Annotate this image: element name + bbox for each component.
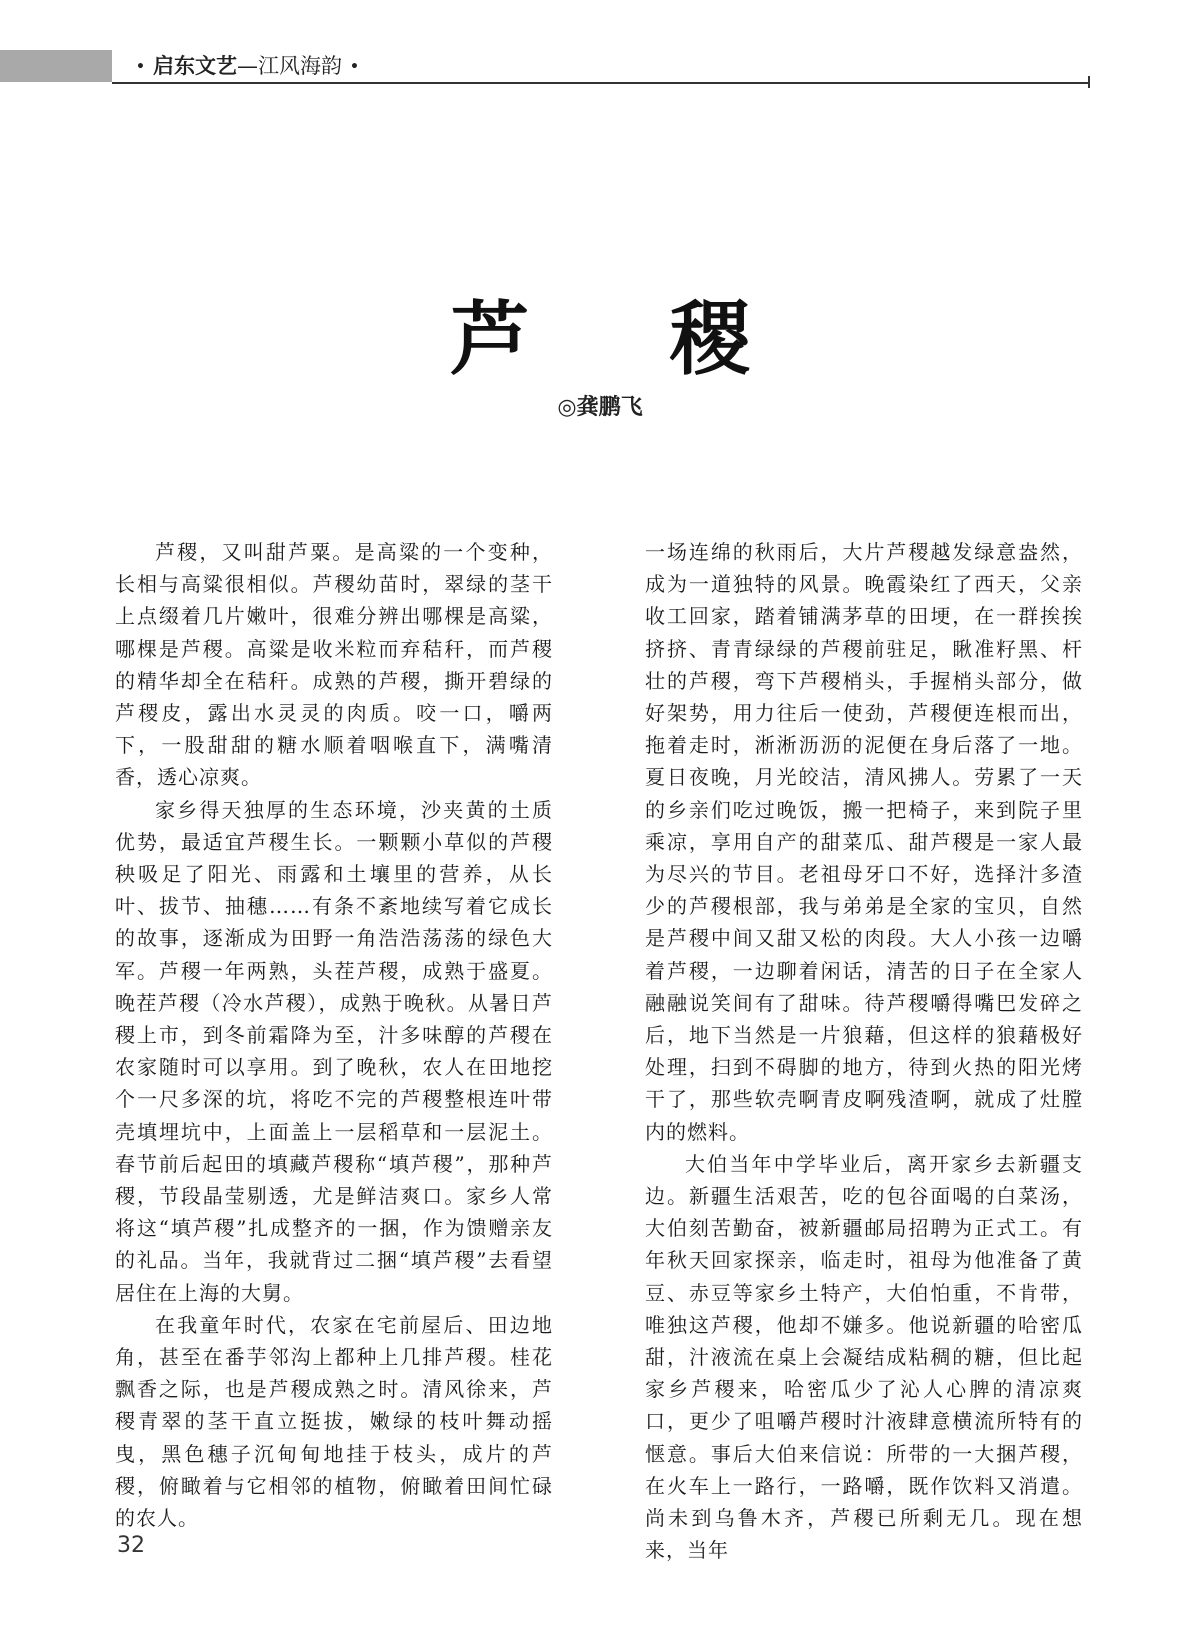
header-rule xyxy=(112,82,1090,84)
article-author: ◎龚鹏飞 xyxy=(557,395,643,420)
right-column xyxy=(645,536,1083,1567)
header-gray-bar xyxy=(0,50,112,82)
paragraph: 大伯当年中学毕业后，离开家乡去新疆支边。新疆生活艰苦，吃的包谷面喝的白菜汤，大伯刻苦勤奋，被新疆邮局招聘为正式工。有年秋天回家探亲，临走时，祖母为他准备了黄豆、赤豆等家乡土特产，大伯怕重，不肯带，唯独这芦稷，他却不嫌多。他说新疆的哈密瓜甜，汁液流在桌上会凝结成粘稠的糖，但比起家乡芦稷来，哈密瓜少了沁人心脾的清凉爽口，更少了咀嚼芦稷时汁液肆意横流所特有的惬意。事后大伯来信说：所带的一大捆芦稷，在火车上一路行，一路嚼，既作饮料又消遣。尚未到乌鲁木齐，芦稷已所剩无几。现在想来，当年 xyxy=(645,1151,1083,1563)
left-column xyxy=(115,536,553,1534)
page-number: 32 xyxy=(117,1533,145,1558)
header-bullet-right: • xyxy=(349,59,359,75)
paragraph: 芦稷，又叫甜芦粟。是高粱的一个变种，长相与高粱很相似。芦稷幼苗时，翠绿的茎干上点缀着几片嫩叶，很难分辨出哪棵是高粱，哪棵是芦稷。高粱是收米粒而弃秸秆，而芦稷的精华却全在秸秆。成熟的芦稷，撕开碧绿的芦稷皮，露出水灵灵的肉质。咬一口，嚼两下，一股甜甜的糖水顺着咽喉直下，满嘴清香，透心凉爽。 xyxy=(115,540,553,790)
article-title: 芦稷 xyxy=(450,293,890,386)
header-section-a: 启东文艺 xyxy=(152,54,237,78)
header-bullet-left: • xyxy=(136,59,145,75)
paragraph-continued: 一场连绵的秋雨后，大片芦稷越发绿意盎然，成为一道独特的风景。晚霞染红了西天，父亲收工回家，踏着铺满茅草的田埂，在一群挨挨挤挤、青青绿绿的芦稷前驻足，瞅准籽黑、杆壮的芦稷，弯下芦稷梢头，手握梢头部分，做好架势，用力往后一使劲，芦稷便连根而出，拖着走时，淅淅沥沥的泥便在身后落了一地。夏日夜晚，月光皎洁，清风拂人。劳累了一天的乡亲们吃过晚饭，搬一把椅子，来到院子里乘凉，享用自产的甜菜瓜、甜芦稷是一家人最为尽兴的节目。老祖母牙口不好，选择汁多渣少的芦稷根部，我与弟弟是全家的宝贝，自然是芦稷中间又甜又松的肉段。大人小孩一边嚼着芦稷，一边聊着闲话，清苦的日子在全家人融融说笑间有了甜味。待芦稷嚼得嘴巴发碎之后，地下当然是一片狼藉，但这样的狼藉极好处理，扫到不碍脚的地方，待到火热的阳光烤干了，那些软壳啊青皮啊残渣啊，就成了灶膛内的燃料。 xyxy=(645,540,1083,1144)
header-section-b: 江风海韵 xyxy=(257,54,342,78)
running-header xyxy=(128,52,367,80)
paragraph: 家乡得天独厚的生态环境，沙夹黄的土质优势，最适宜芦稷生长。一颗颗小草似的芦稷秧吸足了阳光、雨露和土壤里的营养，从长叶、拔节、抽穗……有条不紊地续写着它成长的故事，逐渐成为田野一角浩浩荡荡的绿色大军。芦稷一年两熟，头茬芦稷，成熟于盛夏。晚茬芦稷（冷水芦稷），成熟于晚秋。从暑日芦稷上市，到冬前霜降为至，汁多味醇的芦稷在农家随时可以享用。到了晚秋，农人在田地挖个一尺多深的坑，将吃不完的芦稷整根连叶带壳填埋坑中，上面盖上一层稻草和一层泥土。春节前后起田的填藏芦稷称“填芦稷”，那种芦稷，节段晶莹剔透，尤是鲜洁爽口。家乡人常将这“填芦稷”扎成整齐的一捆，作为馈赠亲友的礼品。当年，我就背过二捆“填芦稷”去看望居住在上海的大舅。 xyxy=(115,797,553,1305)
header-rule-tick xyxy=(1088,76,1090,88)
paragraph: 在我童年时代，农家在宅前屋后、田边地角，甚至在番芋邻沟上都种上几排芦稷。桂花飘香之际，也是芦稷成熟之时。清风徐来，芦稷青翠的茎干直立挺拔，嫩绿的枝叶舞动摇曳，黑色穗子沉甸甸地挂于枝头，成片的芦稷，俯瞰着与它相邻的植物，俯瞰着田间忙碌的农人。 xyxy=(115,1312,553,1531)
header-separator: — xyxy=(236,54,258,78)
